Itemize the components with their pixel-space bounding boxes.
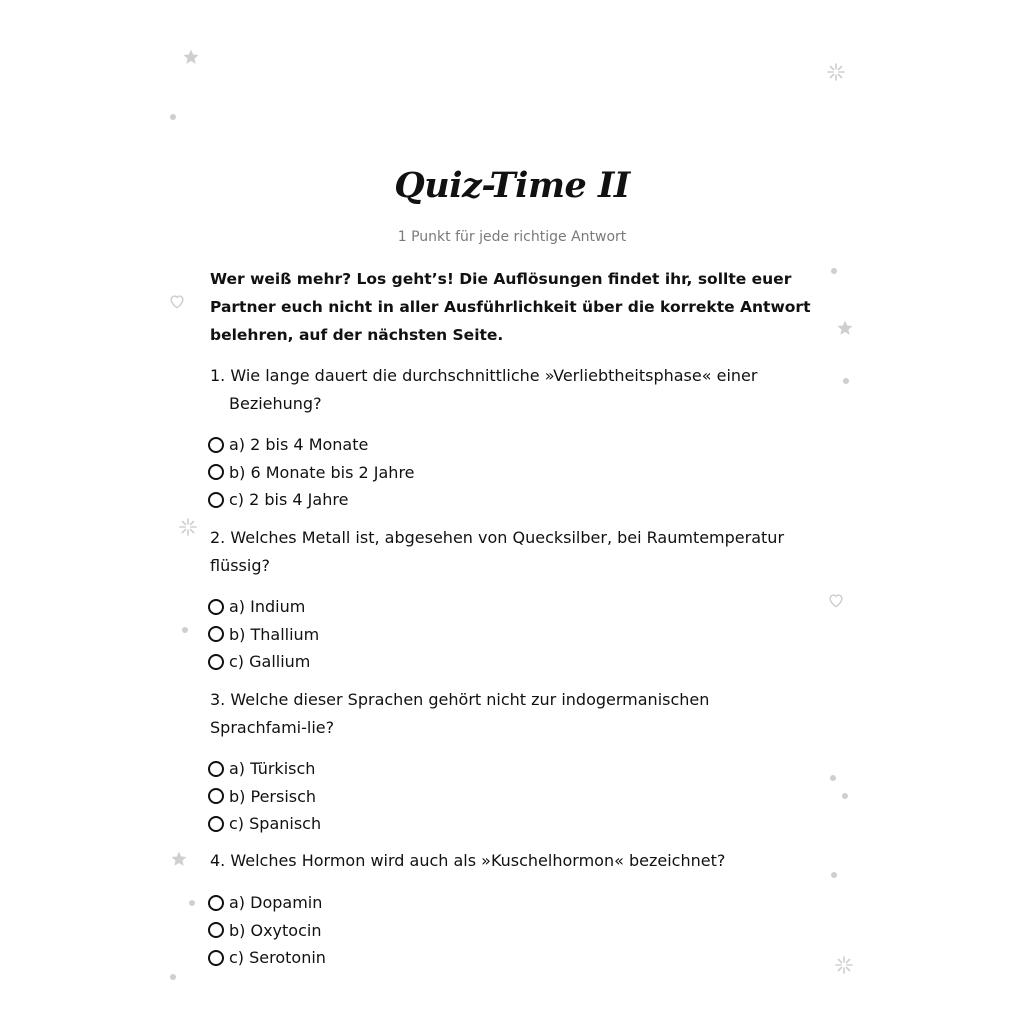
dot-icon [830,775,836,781]
answer-option[interactable] [208,944,326,972]
answer-option[interactable] [208,889,326,917]
answer-label: b) Persisch [229,786,317,806]
answer-option[interactable] [208,486,415,514]
answer-label: a) 2 bis 4 Monate [229,435,369,455]
dot-icon [842,793,848,799]
radio-circle-icon[interactable] [208,626,224,642]
radio-circle-icon[interactable] [208,895,224,911]
radio-circle-icon[interactable] [208,654,224,670]
dot-icon [170,974,176,980]
radio-circle-icon[interactable] [208,816,224,832]
page-title: Quiz-Time II [394,165,630,206]
answer-label: c) Serotonin [229,948,326,968]
heart-icon [167,291,187,311]
radio-circle-icon[interactable] [208,492,224,508]
radio-circle-icon[interactable] [208,761,224,777]
question-4: 4. Welches Hormon wird auch als »Kuschelhormon« bezeichnet? [210,851,726,870]
answer-option[interactable] [208,917,326,945]
question-3-options [208,755,321,838]
dot-icon [831,268,837,274]
answer-label: c) Spanisch [229,814,322,834]
answer-label: b) 6 Monate bis 2 Jahre [229,462,415,482]
dot-icon [831,872,837,878]
answer-option[interactable] [208,621,319,649]
radio-circle-icon[interactable] [208,437,224,453]
question-4-options [208,889,326,972]
answer-label: c) 2 bis 4 Jahre [229,490,349,510]
sparkle-icon [178,517,198,537]
answer-label: a) Dopamin [229,893,323,913]
answer-option[interactable] [208,783,321,811]
dot-icon [189,900,195,906]
page-subtitle: 1 Punkt für jede richtige Antwort [397,229,627,245]
dot-icon [170,114,176,120]
answer-label: b) Thallium [229,624,320,644]
star-icon [836,319,854,337]
radio-circle-icon[interactable] [208,922,224,938]
intro-text: Wer weiß mehr? Los geht’s! Die Auflösungen findet ihr, sollte euer Partner euch nicht in aller Ausführlichkeit über die korrekte Antwort belehren, auf der nächsten Seite. [210,270,811,344]
answer-option[interactable] [208,431,415,459]
answer-label: a) Indium [229,597,306,617]
radio-circle-icon[interactable] [208,599,224,615]
dot-icon [843,378,849,384]
answer-option[interactable] [208,755,321,783]
heart-icon [826,590,846,610]
radio-circle-icon[interactable] [208,950,224,966]
question-2: 2. Welches Metall ist, abgesehen von Quecksilber, bei Raumtemperatur flüssig? [210,528,785,575]
sparkle-icon [834,955,854,975]
radio-circle-icon[interactable] [208,464,224,480]
answer-label: c) Gallium [229,652,311,672]
answer-option[interactable] [208,648,319,676]
question-2-options [208,593,319,676]
star-icon [182,48,200,66]
answer-option[interactable] [208,459,415,487]
answer-label: a) Türkisch [229,759,316,779]
answer-label: b) Oxytocin [229,920,322,940]
sparkle-icon [826,62,846,82]
radio-circle-icon[interactable] [208,788,224,804]
question-3: 3. Welche dieser Sprachen gehört nicht zur indogermanischen Sprachfami-lie? [210,690,710,737]
dot-icon [182,627,188,633]
answer-option[interactable] [208,810,321,838]
question-1: 1. Wie lange dauert die durchschnittliche »Verliebtheitsphase« einer Beziehung? [210,366,758,413]
answer-option[interactable] [208,593,319,621]
question-1-options [208,431,415,514]
star-icon [170,850,188,868]
